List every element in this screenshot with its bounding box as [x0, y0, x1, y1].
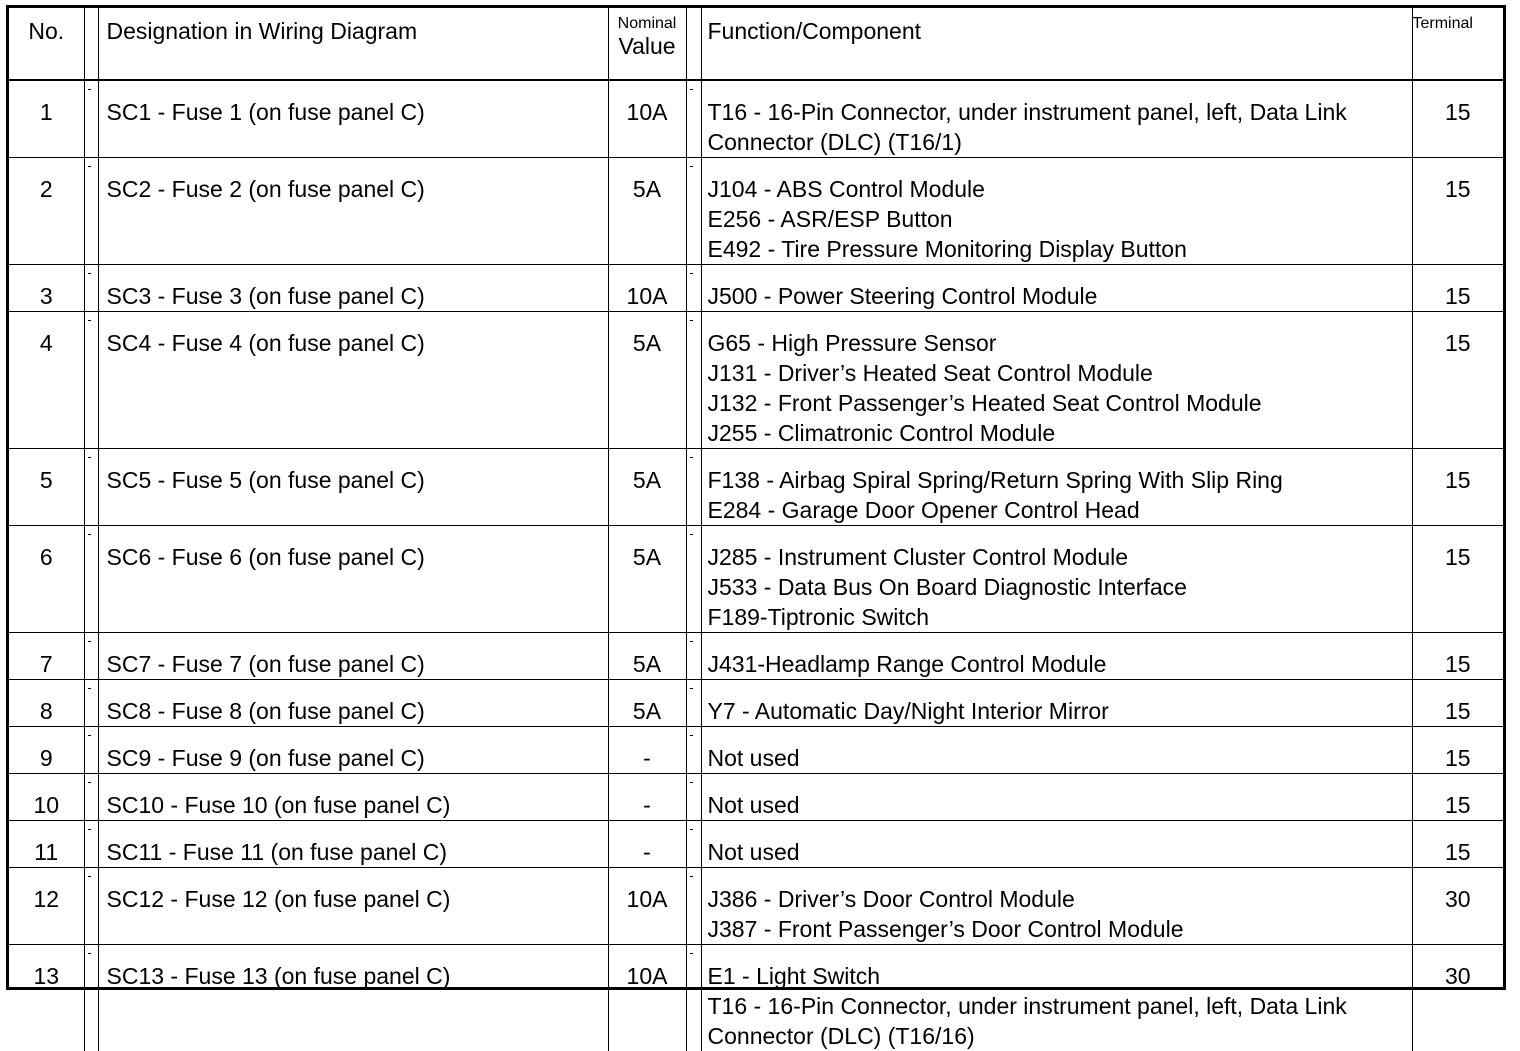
table-row [9, 158, 1503, 265]
row-terminal: 30 [1412, 945, 1503, 1051]
row-function [701, 633, 1412, 680]
row-nominal-value: - [608, 727, 686, 774]
row-function [701, 449, 1412, 526]
table-row [9, 821, 1503, 868]
row-number: 6 [9, 526, 84, 633]
header-designation: Designation in Wiring Diagram [98, 8, 608, 80]
function-line: Not used [708, 790, 1406, 820]
function-line: T16 - 16-Pin Connector, under instrument panel, left, Data Link Connector (DLC) (T16/16) [708, 991, 1406, 1051]
function-line: Not used [708, 743, 1406, 773]
row-function [701, 774, 1412, 821]
row-designation: SC1 - Fuse 1 (on fuse panel C) [98, 80, 608, 158]
table-row [9, 868, 1503, 945]
row-number: 9 [9, 727, 84, 774]
header-no: No. [9, 8, 84, 80]
row-spacer [686, 526, 701, 633]
row-spacer [686, 774, 701, 821]
row-designation: SC13 - Fuse 13 (on fuse panel C) [98, 945, 608, 1051]
row-function [701, 945, 1412, 1051]
row-designation: SC11 - Fuse 11 (on fuse panel C) [98, 821, 608, 868]
function-line: J104 - ABS Control Module [708, 174, 1406, 204]
row-designation: SC12 - Fuse 12 (on fuse panel C) [98, 868, 608, 945]
row-spacer [84, 80, 98, 158]
row-terminal: 15 [1412, 449, 1503, 526]
header-spacer [84, 8, 98, 80]
function-line: J533 - Data Bus On Board Diagnostic Interface [708, 572, 1406, 602]
table-row [9, 633, 1503, 680]
row-spacer [686, 633, 701, 680]
row-spacer [686, 680, 701, 727]
table-row [9, 80, 1503, 158]
function-line: J285 - Instrument Cluster Control Module [708, 542, 1406, 572]
row-designation: SC2 - Fuse 2 (on fuse panel C) [98, 158, 608, 265]
function-line: T16 - 16-Pin Connector, under instrument panel, left, Data Link Connector (DLC) (T16/1) [708, 97, 1406, 157]
row-number: 5 [9, 449, 84, 526]
row-spacer [686, 312, 701, 449]
row-terminal: 15 [1412, 312, 1503, 449]
header-nominal-line1: Nominal [609, 14, 686, 34]
function-line: E284 - Garage Door Opener Control Head [708, 495, 1406, 525]
row-number: 8 [9, 680, 84, 727]
row-terminal: 30 [1412, 868, 1503, 945]
table-row [9, 312, 1503, 449]
row-number: 4 [9, 312, 84, 449]
row-nominal-value: 10A [608, 80, 686, 158]
row-spacer [84, 265, 98, 312]
row-number: 12 [9, 868, 84, 945]
row-terminal: 15 [1412, 680, 1503, 727]
row-designation: SC5 - Fuse 5 (on fuse panel C) [98, 449, 608, 526]
fuse-table-sheet [6, 5, 1506, 990]
row-function [701, 526, 1412, 633]
row-spacer [84, 774, 98, 821]
row-nominal-value: 5A [608, 526, 686, 633]
row-number: 13 [9, 945, 84, 1051]
function-line: E1 - Light Switch [708, 961, 1406, 991]
row-terminal: 15 [1412, 158, 1503, 265]
fuse-assignment-table [9, 8, 1503, 1051]
row-function [701, 265, 1412, 312]
row-terminal: 15 [1412, 727, 1503, 774]
function-line: J131 - Driver’s Heated Seat Control Module [708, 358, 1406, 388]
table-row [9, 680, 1503, 727]
function-line: G65 - High Pressure Sensor [708, 328, 1406, 358]
row-spacer [84, 868, 98, 945]
header-terminal [1412, 8, 1503, 80]
row-number: 7 [9, 633, 84, 680]
row-spacer [84, 526, 98, 633]
function-line: E492 - Tire Pressure Monitoring Display Button [708, 234, 1406, 264]
row-function [701, 680, 1412, 727]
row-function [701, 727, 1412, 774]
row-function [701, 312, 1412, 449]
table-row [9, 449, 1503, 526]
row-terminal: 15 [1412, 821, 1503, 868]
row-designation: SC10 - Fuse 10 (on fuse panel C) [98, 774, 608, 821]
row-spacer [84, 727, 98, 774]
row-designation: SC7 - Fuse 7 (on fuse panel C) [98, 633, 608, 680]
function-line: E256 - ASR/ESP Button [708, 204, 1406, 234]
row-terminal: 15 [1412, 526, 1503, 633]
row-nominal-value: - [608, 774, 686, 821]
table-row [9, 945, 1503, 1051]
row-spacer [686, 449, 701, 526]
function-line: Y7 - Automatic Day/Night Interior Mirror [708, 696, 1406, 726]
row-spacer [84, 821, 98, 868]
row-terminal: 15 [1412, 265, 1503, 312]
row-function [701, 821, 1412, 868]
row-number: 10 [9, 774, 84, 821]
header-nominal-value [608, 8, 686, 80]
row-designation: SC3 - Fuse 3 (on fuse panel C) [98, 265, 608, 312]
row-nominal-value: 5A [608, 680, 686, 727]
row-number: 2 [9, 158, 84, 265]
table-row [9, 774, 1503, 821]
row-number: 11 [9, 821, 84, 868]
row-nominal-value: - [608, 821, 686, 868]
table-row [9, 526, 1503, 633]
row-nominal-value: 5A [608, 158, 686, 265]
table-body [9, 80, 1503, 1051]
row-nominal-value: 10A [608, 945, 686, 1051]
function-line: Not used [708, 837, 1406, 867]
header-spacer [686, 8, 701, 80]
header-nominal-line2: Value [618, 33, 675, 59]
row-spacer [686, 821, 701, 868]
function-line: J386 - Driver’s Door Control Module [708, 884, 1406, 914]
function-line: J132 - Front Passenger’s Heated Seat Control Module [708, 388, 1406, 418]
row-nominal-value: 5A [608, 633, 686, 680]
row-terminal: 15 [1412, 80, 1503, 158]
row-spacer [84, 945, 98, 1051]
row-spacer [84, 312, 98, 449]
table-header-row [9, 8, 1503, 80]
header-function: Function/Component [701, 8, 1412, 80]
row-number: 3 [9, 265, 84, 312]
table-row [9, 265, 1503, 312]
row-designation: SC6 - Fuse 6 (on fuse panel C) [98, 526, 608, 633]
row-spacer [686, 265, 701, 312]
header-terminal-label: Terminal [1413, 14, 1504, 34]
row-function [701, 868, 1412, 945]
row-spacer [686, 727, 701, 774]
row-designation: SC9 - Fuse 9 (on fuse panel C) [98, 727, 608, 774]
row-spacer [84, 680, 98, 727]
row-spacer [686, 158, 701, 265]
row-nominal-value: 5A [608, 312, 686, 449]
row-function [701, 80, 1412, 158]
row-spacer [686, 80, 701, 158]
row-spacer [84, 633, 98, 680]
row-designation: SC8 - Fuse 8 (on fuse panel C) [98, 680, 608, 727]
row-number: 1 [9, 80, 84, 158]
row-terminal: 15 [1412, 774, 1503, 821]
row-spacer [84, 449, 98, 526]
function-line: F138 - Airbag Spiral Spring/Return Spring With Slip Ring [708, 465, 1406, 495]
row-function [701, 158, 1412, 265]
row-spacer [686, 945, 701, 1051]
function-line: J500 - Power Steering Control Module [708, 281, 1406, 311]
row-spacer [84, 158, 98, 265]
row-spacer [686, 868, 701, 945]
row-nominal-value: 10A [608, 265, 686, 312]
function-line: J431-Headlamp Range Control Module [708, 649, 1406, 679]
function-line: J255 - Climatronic Control Module [708, 418, 1406, 448]
row-designation: SC4 - Fuse 4 (on fuse panel C) [98, 312, 608, 449]
table-row [9, 727, 1503, 774]
row-nominal-value: 10A [608, 868, 686, 945]
row-terminal: 15 [1412, 633, 1503, 680]
row-nominal-value: 5A [608, 449, 686, 526]
function-line: J387 - Front Passenger’s Door Control Module [708, 914, 1406, 944]
function-line: F189-Tiptronic Switch [708, 602, 1406, 632]
